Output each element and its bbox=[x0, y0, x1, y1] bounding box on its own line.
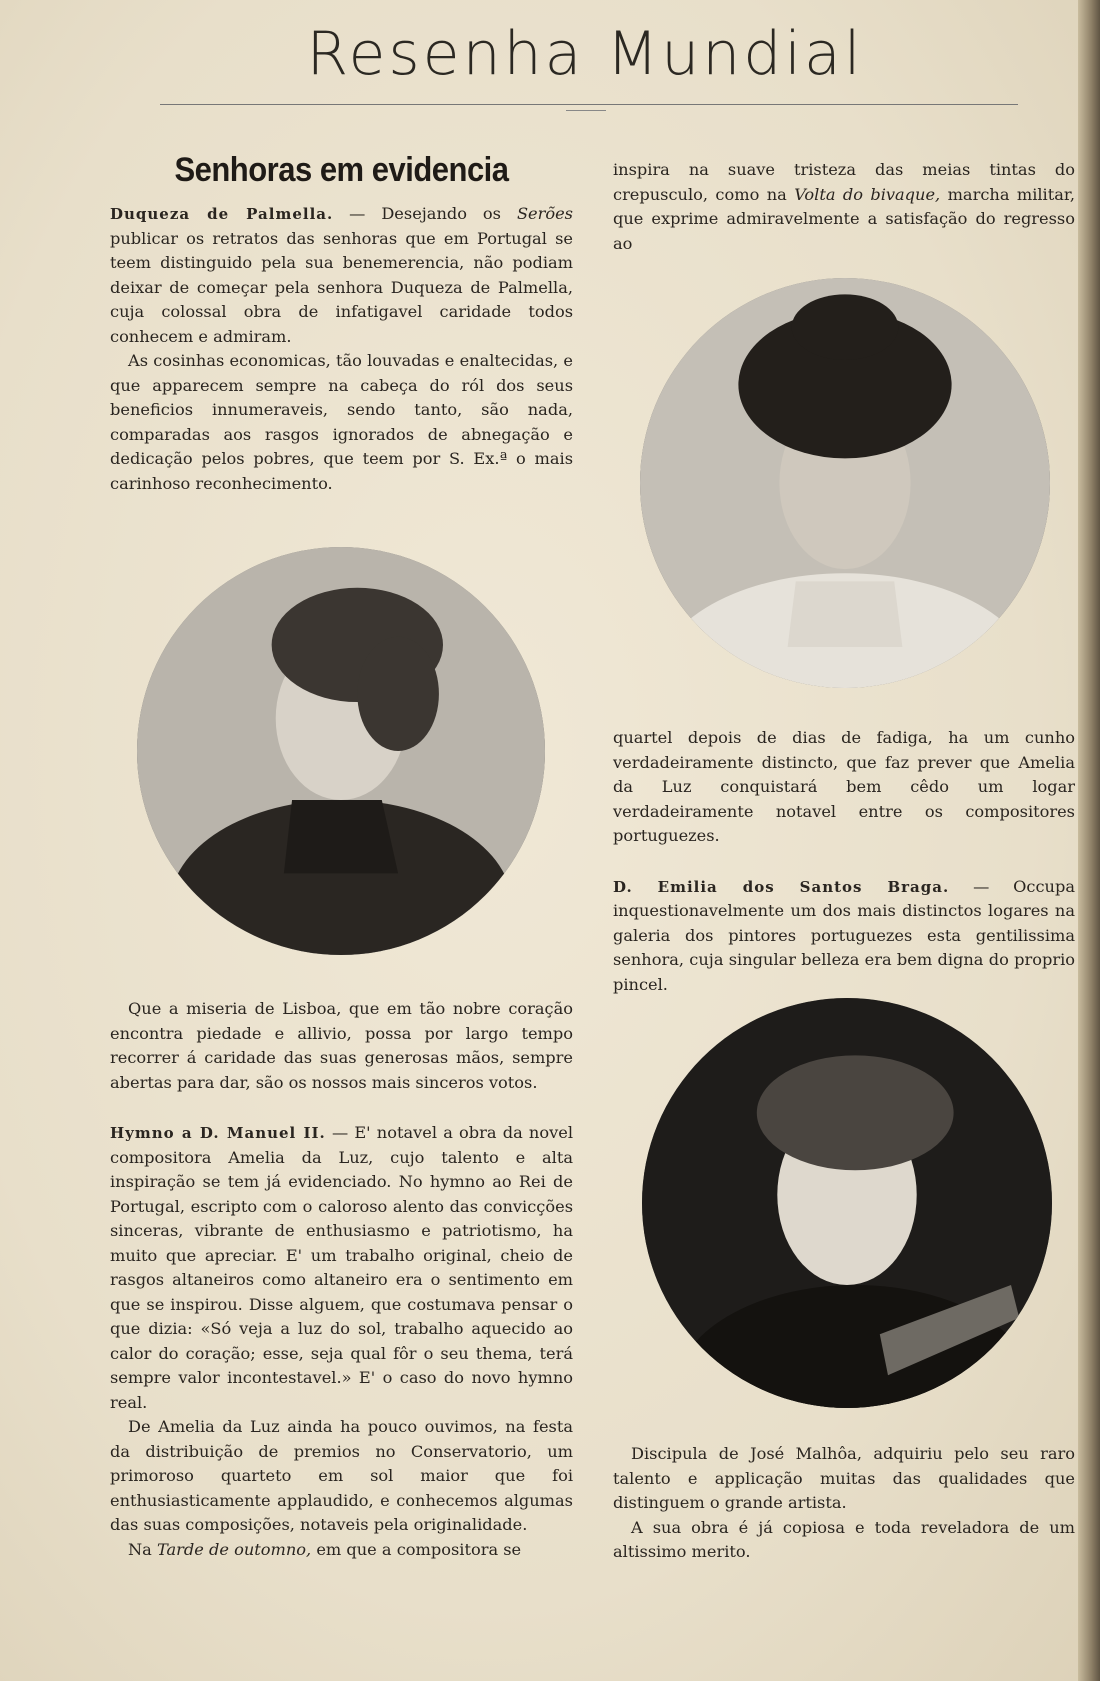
right-column-middle bbox=[613, 726, 1075, 997]
paragraph-continuation bbox=[613, 158, 1075, 256]
italic-seroes: Serões bbox=[516, 204, 573, 223]
portrait-figure-3 bbox=[642, 998, 1052, 1408]
portrait-figure-2 bbox=[640, 278, 1050, 688]
paragraph-amelia-da-luz: quartel depois de dias de fadiga, ha um cunho verdadeiramente distincto, que faz prever que Amelia da Luz conquistará bem cêdo um logar verdadeiramente notavel entre os compositores portuguezes. bbox=[613, 728, 1075, 845]
portrait-amelia-da-luz bbox=[640, 278, 1050, 688]
paragraph-discipula: Discipula de José Malhôa, adquiriu pelo seu raro talento e applicação muitas das qualidades que distinguem o grande artista. bbox=[613, 1444, 1075, 1512]
italic-volta-do-bivaque: Volta do bivaque, bbox=[794, 184, 941, 204]
left-column-bottom bbox=[110, 997, 573, 1562]
paragraph-obra: A sua obra é já copiosa e toda reveladora de um altissimo merito. bbox=[613, 1517, 1075, 1561]
paragraph-hymno bbox=[110, 1121, 573, 1415]
lead-hymno-a-d-manuel-ii: Hymno a D. Manuel II. bbox=[110, 1124, 326, 1142]
masthead: Resenha Mundial bbox=[306, 19, 864, 89]
lead-duqueza-de-palmella: Duqueza de Palmella. bbox=[110, 205, 334, 223]
paragraph-duqueza bbox=[110, 202, 573, 349]
portrait-figure-1 bbox=[137, 547, 545, 955]
text-span: — Desejando os bbox=[333, 204, 517, 223]
text-span: Na bbox=[128, 1539, 157, 1559]
paragraph-miseria-de-lisboa: Que a miseria de Lisboa, que em tão nobre coração encontra piedade e allivio, possa por largo tempo recorrer á caridade das suas generosas mãos, sempre abertas para dar, são os nossos mais sinceros votos. bbox=[110, 999, 573, 1092]
text-span: marcha militar, que exprime admiravelmente a satisfação do regresso ao bbox=[613, 184, 1075, 253]
italic-tarde-de-outomno: Tarde de outomno, bbox=[156, 1539, 312, 1559]
lead-d-emilia-dos-santos-braga: D. Emilia dos Santos Braga. bbox=[613, 877, 950, 896]
paragraph-quartetto: De Amelia da Luz ainda ha pouco ouvimos, na festa da distribuição de premios no Conservatorio, um primoroso quarteto em sol maior que foi enthusiasticamente applaudido, e conhecemos algumas das suas composições, notaveis pela originalidade. bbox=[110, 1417, 573, 1534]
text-span: — Occupa inquestionavelmente um dos mais distinctos logares na galeria dos pintores portuguezes esta gentilissima senhora, cuja singular belleza era bem digna do proprio pincel. bbox=[613, 876, 1075, 994]
text-span: inspira na suave tristeza das meias tintas do crepusculo, como na bbox=[613, 160, 1075, 204]
portrait-emilia-dos-santos-braga bbox=[642, 998, 1052, 1408]
masthead-rule bbox=[160, 104, 1018, 105]
right-column-bottom bbox=[613, 1442, 1075, 1565]
right-column-top bbox=[613, 158, 1075, 256]
page-edge-shadow bbox=[1078, 0, 1100, 1681]
text-span: em que a compositora se bbox=[311, 1539, 522, 1559]
paragraph-tarde-de-outomno bbox=[110, 1538, 573, 1563]
portrait-duqueza-de-palmella bbox=[137, 547, 545, 955]
paragraph-emilia-braga bbox=[613, 875, 1075, 998]
article-headline: Senhoras em evidencia bbox=[174, 150, 509, 189]
left-column-top bbox=[110, 152, 573, 496]
rule-ornament bbox=[566, 110, 606, 111]
text-span: publicar os retratos das senhoras que em Portugal se teem distinguido pela sua benemerencia, não podiam deixar de começar pela senhora Duqueza de Palmella, cuja colossal obra de infatigavel caridade todos conhecem e admiram. bbox=[110, 228, 573, 346]
text-span: — E' notavel a obra da novel compositora Amelia da Luz, cujo talento e alta inspiração se tem já evidenciado. No hymno ao Rei de Portugal, escripto com o caloroso alento das convicções sinceras, vibrante de enthusiasmo e patriotismo, ha muito que apreciar. E' um trabalho original, cheio de rasgos altaneiros como altaneiro era o sentimento em que se inspirou. Disse alguem, que costumava pensar o que dizia: «Só veja a luz do sol, trabalho aquecido ao calor do coração; esse, seja qual fôr o seu thema, terá sempre valor incontestavel.» E' o caso do novo hymno real. bbox=[110, 1123, 574, 1412]
paragraph-cosinhas: As cosinhas economicas, tão louvadas e enaltecidas, e que apparecem sempre na cabeça do ról dos seus beneficios innumeraveis, sendo tanto, são nada, comparadas aos rasgos ignorados de abnegação e dedicação pelos pobres, que teem por S. Ex.ª o mais carinhoso reconhecimento. bbox=[110, 351, 573, 493]
